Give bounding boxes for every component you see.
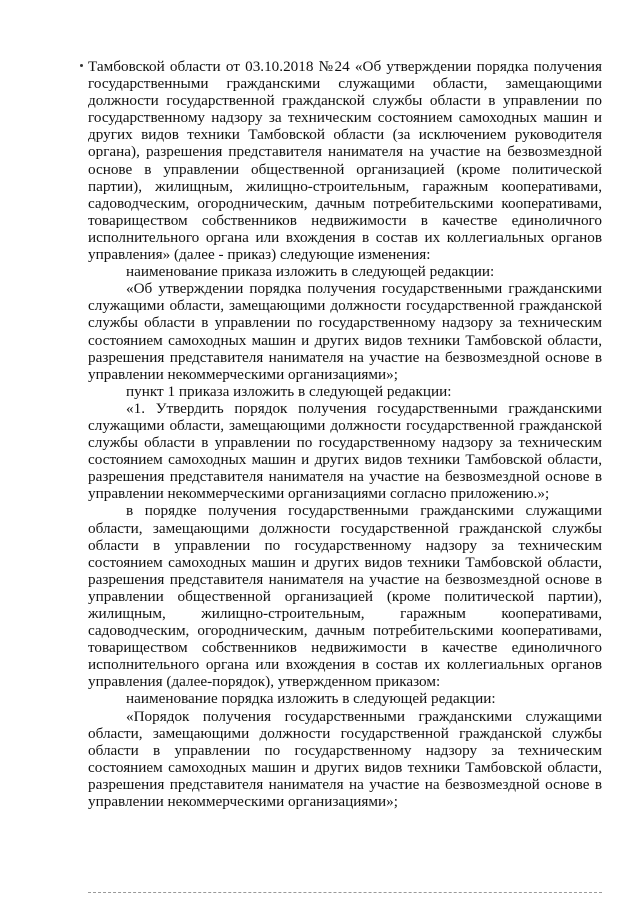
- paragraph-order-title-instruction: наименование приказа изложить в следующей редакции:: [126, 263, 495, 281]
- paragraph-procedure-intro: в порядке получения государственными гражданскими служащими области, замещающими должности государственной гражданской службы области в управлении по государственному надзору за техническим состоянием самоходных машин и других видов техники Тамбовской области, разрешения представителя нанимателя на участие на безвозмездной основе в управлении общественной организацией (кроме политической партии), жилищным, жилищно-строительным, гаражным кооперативами, садоводческим, огородническим, дачным потребительскими кооперативами, товариществом собственников недвижимости в качестве единоличного исполнительного органа или вхождения в состав их коллегиальных органов управления (далее-порядок), утвержденном приказом:: [88, 502, 602, 691]
- paragraph-procedure-title-instruction: наименование порядка изложить в следующей редакции:: [126, 690, 496, 708]
- margin-mark: [80, 64, 83, 67]
- paragraph-amendment-intro: Тамбовской области от 03.10.2018 №24 «Об утверждении порядка получения государственными гражданскими служащими области, замещающими должности государственной гражданской службы области в управлении по государственному надзору за техническим состоянием самоходных машин и других видов техники Тамбовской области (за исключением руководителя органа), разрешения представителя нанимателя на участие на безвозмездной основе в управлении общественной организацией (кроме политической партии), жилищным, жилищно-строительным, гаражным кооперативами, садоводческим, огородническим, дачным потребительскими кооперативами, товариществом собственников недвижимости в качестве единоличного исполнительного органа или вхождения в состав их коллегиальных органов управления» (далее - приказ) следующие изменения:: [88, 58, 602, 264]
- paragraph-point1-new: «1. Утвердить порядок получения государственными гражданскими служащими области, замещающими должности государственной гражданской службы области в управлении по государственному надзору за техническим состоянием самоходных машин и других видов техники Тамбовской области, разрешения представителя нанимателя на участие на безвозмездной основе в управлении некоммерческими организациями согласно приложению.»;: [88, 399, 602, 503]
- paragraph-point1-instruction: пункт 1 приказа изложить в следующей редакции:: [126, 382, 452, 400]
- page-bottom-rule: [88, 892, 602, 893]
- paragraph-procedure-title-new: «Порядок получения государственными гражданскими служащими области, замещающими должности государственной гражданской службы области в управлении по государственному надзору за техническим состоянием самоходных машин и других видов техники Тамбовской области, разрешения представителя нанимателя на участие на безвозмездной основе в управлении некоммерческими организациями»;: [88, 707, 602, 811]
- document-body: [88, 58, 602, 810]
- paragraph-order-title-new: «Об утверждении порядка получения государственными гражданскими служащими области, замещающими должности государственной гражданской службы области в управлении по государственному надзору за техническим состоянием самоходных машин и других видов техники Тамбовской области, разрешения представителя нанимателя на участие на безвозмездной основе в управлении некоммерческими организациями»;: [88, 280, 602, 383]
